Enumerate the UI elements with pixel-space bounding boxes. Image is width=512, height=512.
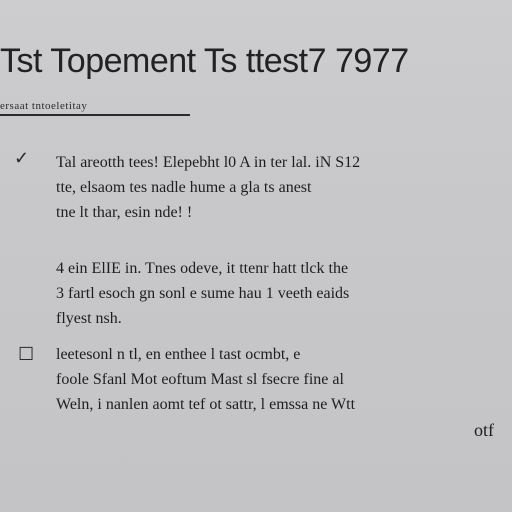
checkmark-icon: ✓	[14, 148, 30, 168]
page-subtitle: ersaat tntoeletitay	[0, 100, 88, 112]
paragraph-line: 4 ein ElIE in. Tnes odeve, it ttenr hatt tlck the	[56, 260, 349, 277]
paragraph	[56, 150, 504, 225]
trailing-text: otf	[474, 420, 494, 440]
paragraph-line: foole Sfanl Mot eoftum Mast sl fsecre fine al	[56, 371, 344, 388]
paragraph-line: flyest nsh.	[56, 310, 122, 327]
paragraph-line: tne lt thar, esin nde! !	[56, 204, 193, 221]
checkbox-icon: ☐	[18, 344, 35, 364]
paragraph	[56, 256, 504, 331]
subtitle-underline	[0, 114, 190, 116]
paragraph-line: leetesonl n tl, en enthee l tast ocmbt, e	[56, 346, 301, 363]
paragraph	[56, 342, 504, 417]
paragraph-line: tte, elsaom tes nadle hume a gla ts anest	[56, 179, 312, 196]
paragraph-line: Weln, i nanlen aomt tef ot sattr, l emssa ne Wtt	[56, 396, 356, 413]
page-title: Tst Topement Ts ttest7 7977	[0, 42, 409, 80]
paragraph-line: 3 fartl esoch gn sonl e sume hau 1 veeth eaids	[56, 285, 350, 302]
paragraph-line: Tal areotth tees! Elepebht l0 A in ter lal. iN S12	[56, 154, 361, 171]
